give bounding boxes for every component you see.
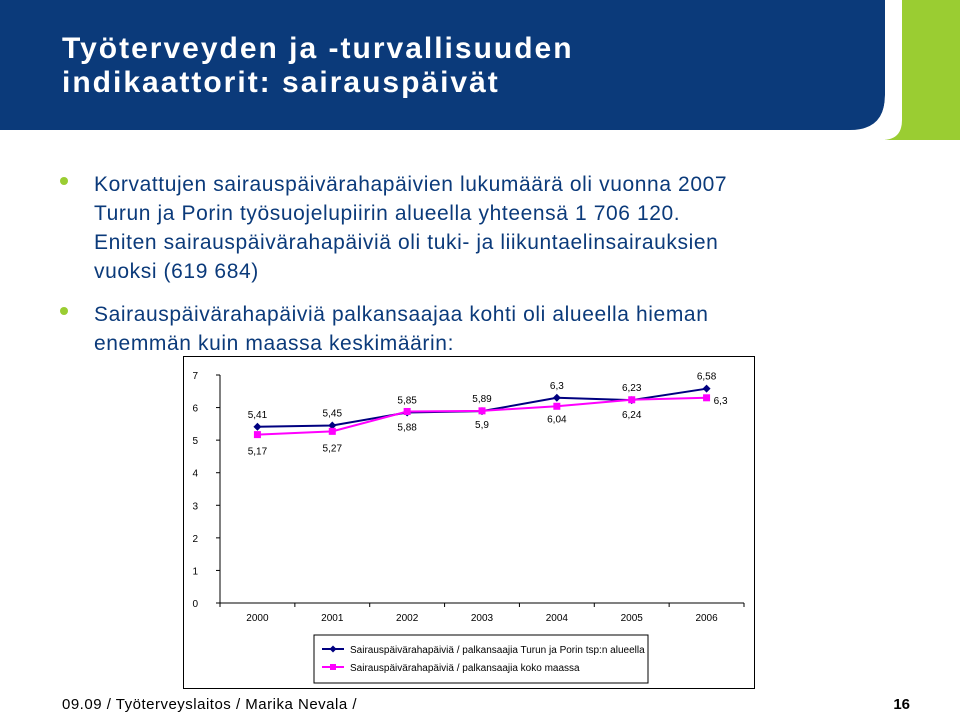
data-label: 6,04: [547, 414, 567, 426]
bullet-1-line-2: Turun ja Porin työsuojelupiirin alueella yhteensä 1 706 120.: [94, 202, 681, 225]
data-label: 6,24: [621, 409, 642, 421]
x-tick-label: 2006: [695, 613, 718, 624]
chart-canvas: [184, 357, 754, 688]
title-line-2: indikaattorit: sairauspäivät: [62, 66, 500, 99]
legend-entry: Sairauspäivärahapäiviä / palkansaajia koko maassa: [350, 663, 580, 674]
series-2-point: [703, 394, 710, 401]
series-2-point: [254, 431, 261, 438]
bullet-dot-icon: [60, 177, 68, 185]
series-2-point: [404, 408, 411, 415]
y-tick-label: 0: [192, 599, 198, 610]
data-label: 5,89: [472, 394, 492, 406]
bullet-2-line-2: enemmän kuin maassa keskimäärin:: [94, 332, 455, 355]
y-tick-label: 1: [192, 566, 198, 578]
data-label: 5,27: [322, 443, 343, 455]
bullet-1-line-4: vuoksi (619 684): [94, 260, 259, 283]
bullet-item-2: [60, 300, 920, 358]
x-tick-label: 2005: [620, 613, 643, 624]
y-tick-label: 5: [192, 436, 198, 448]
series-1-point: [253, 423, 261, 431]
series-2-point: [479, 407, 486, 414]
data-label: 5,45: [322, 408, 343, 420]
data-label: 6,58: [696, 371, 717, 383]
y-tick-label: 6: [192, 403, 198, 415]
bullet-1-line-3: Eniten sairauspäivärahapäiviä oli tuki- ja liikuntaelinsairauksien: [94, 231, 719, 254]
line-chart: [183, 356, 755, 689]
footer-text: 09.09 / Työterveyslaitos / Marika Nevala /: [62, 696, 358, 713]
data-label: 6,3: [549, 380, 564, 392]
bullet-list: [60, 170, 920, 372]
bullet-dot-icon: [60, 307, 68, 315]
y-tick-label: 3: [192, 501, 198, 513]
header-band: [0, 0, 960, 140]
data-label: 5,85: [397, 395, 417, 407]
data-label: 5,17: [247, 446, 268, 458]
bullet-2-line-1: Sairauspäivärahapäiviä palkansaajaa kohti oli alueella hieman: [94, 303, 709, 326]
legend-marker-2: [330, 664, 336, 670]
series-1-point: [703, 385, 711, 393]
legend-box: [314, 635, 648, 683]
legend-entry: Sairauspäivärahapäiviä / palkansaajia Turun ja Porin tsp:n alueella: [350, 645, 645, 656]
footer: [0, 690, 960, 716]
data-label: 6,3: [713, 395, 728, 407]
x-tick-label: 2004: [545, 613, 568, 624]
y-tick-label: 7: [192, 371, 198, 382]
x-tick-label: 2003: [470, 613, 494, 624]
y-tick-label: 2: [192, 533, 198, 545]
x-tick-label: 2001: [321, 613, 344, 624]
series-2-point: [329, 428, 336, 435]
x-tick-label: 2002: [396, 613, 419, 624]
page-number: 16: [893, 696, 910, 713]
bullet-item-1: [60, 170, 920, 286]
data-label: 6,23: [621, 383, 642, 395]
y-tick-label: 4: [192, 468, 198, 480]
series-1-point: [553, 394, 561, 402]
title-line-1: Työterveyden ja -turvallisuuden: [62, 32, 574, 65]
data-label: 5,88: [397, 422, 417, 434]
series-2-point: [553, 403, 560, 410]
x-tick-label: 2000: [246, 613, 269, 624]
data-label: 5,9: [475, 419, 489, 431]
series-2-point: [628, 396, 635, 403]
bullet-1-line-1: Korvattujen sairauspäivärahapäivien lukumäärä oli vuonna 2007: [94, 173, 728, 196]
page-title: [62, 32, 762, 100]
data-label: 5,41: [247, 409, 268, 421]
